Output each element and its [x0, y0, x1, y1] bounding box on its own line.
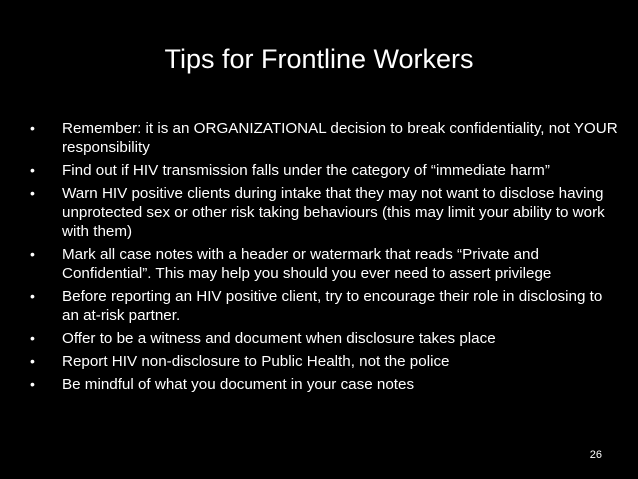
bullet-text: Find out if HIV transmission falls under the category of “immediate harm” [62, 162, 550, 179]
bullet-text: Remember: it is an ORGANIZATIONAL decision to break confidentiality, not YOUR responsibility [62, 120, 618, 156]
bullet-item [30, 161, 620, 180]
bullet-item [30, 329, 620, 348]
bullet-item [30, 245, 620, 283]
bullet-text: Mark all case notes with a header or watermark that reads “Private and Confidential”. This may help you should you ever need to assert privilege [62, 246, 552, 282]
bullet-dot-icon: • [30, 353, 35, 369]
bullet-text: Offer to be a witness and document when disclosure takes place [62, 330, 496, 347]
bullet-dot-icon: • [30, 162, 35, 178]
bullet-dot-icon: • [30, 120, 35, 136]
bullet-item [30, 184, 620, 241]
bullet-item [30, 287, 620, 325]
bullet-item [30, 119, 620, 157]
bullet-dot-icon: • [30, 376, 35, 392]
bullet-item [30, 375, 620, 394]
page-number: 26 [589, 449, 602, 461]
bullet-text: Report HIV non-disclosure to Public Health, not the police [62, 353, 450, 370]
bullet-list [30, 119, 620, 398]
bullet-dot-icon: • [30, 185, 35, 201]
bullet-text: Before reporting an HIV positive client, try to encourage their role in disclosing to an at-risk partner. [62, 288, 603, 324]
bullet-text: Warn HIV positive clients during intake that they may not want to disclose having unprotected sex or other risk taking behaviours (this may limit your ability to work with them) [62, 185, 605, 240]
slide-title: Tips for Frontline Workers [164, 44, 474, 74]
bullet-text: Be mindful of what you document in your case notes [62, 376, 415, 393]
bullet-item [30, 352, 620, 371]
bullet-dot-icon: • [30, 330, 35, 346]
bullet-dot-icon: • [30, 288, 35, 304]
bullet-dot-icon: • [30, 246, 35, 262]
